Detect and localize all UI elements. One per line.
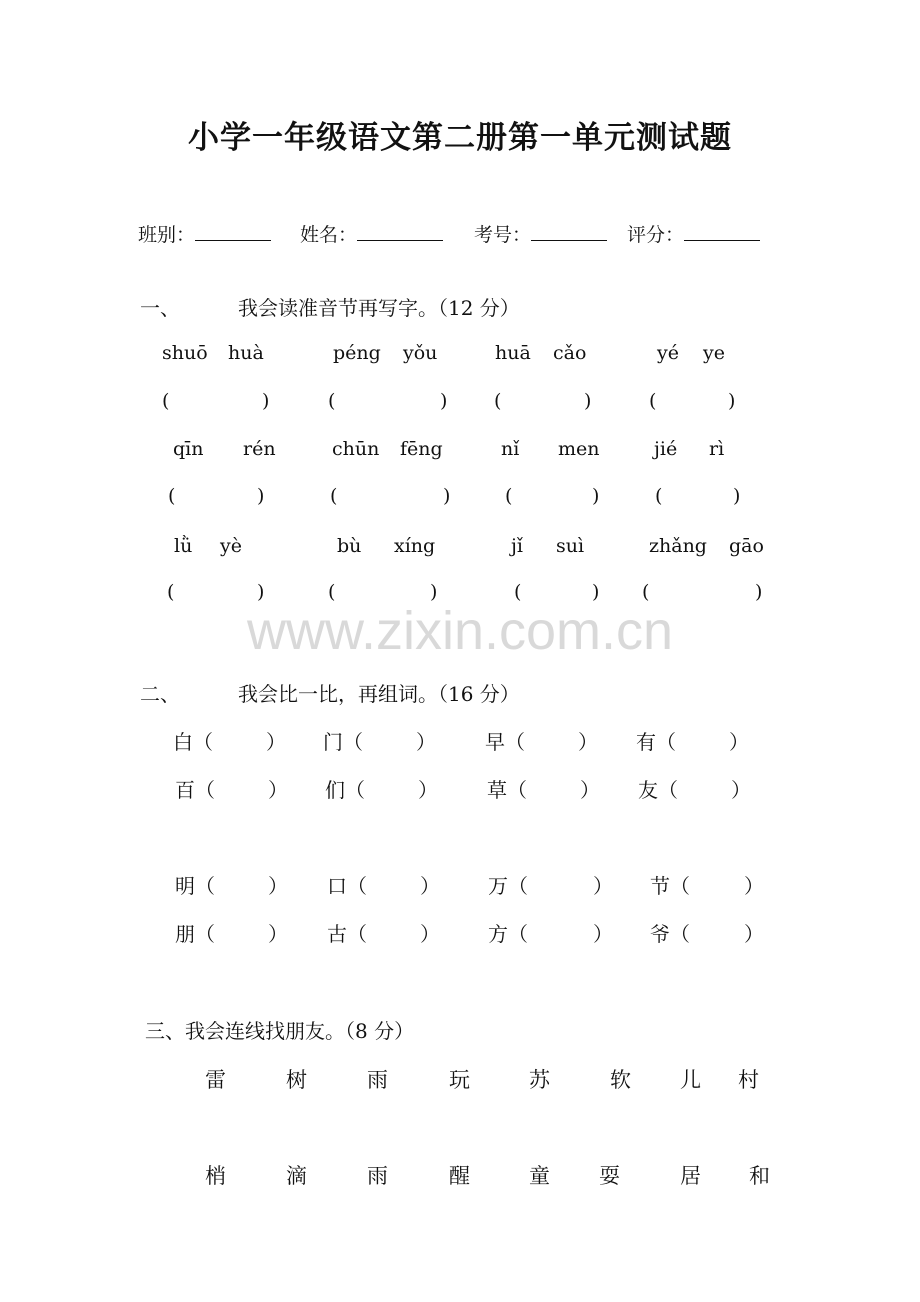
match-char-top[interactable]: 树 — [286, 1068, 307, 1092]
match-char-top[interactable]: 雨 — [367, 1068, 388, 1092]
pinyin-syllable: jǐ — [511, 535, 523, 557]
word-compare-item: 早（ — [485, 730, 525, 754]
pinyin-syllable: shuō — [162, 342, 208, 364]
match-char-top[interactable]: 玩 — [449, 1068, 470, 1092]
pinyin-syllable: fēng — [400, 438, 443, 460]
match-char-bottom[interactable]: 滴 — [286, 1164, 307, 1188]
section1-number: 一、 — [140, 296, 180, 320]
answer-paren-close: ) — [262, 390, 270, 412]
match-char-bottom[interactable]: 居 — [680, 1164, 701, 1188]
word-compare-close: ） — [744, 874, 764, 898]
answer-paren-open: ( — [494, 390, 502, 412]
match-char-top[interactable]: 雷 — [205, 1068, 226, 1092]
word-compare-close: ） — [580, 778, 600, 802]
name-blank[interactable] — [357, 222, 443, 241]
answer-paren-open: ( — [328, 581, 336, 603]
word-compare-close: ） — [744, 922, 764, 946]
word-compare-item: 草（ — [487, 778, 527, 802]
answer-paren-close: ) — [755, 581, 763, 603]
pinyin-syllable: cǎo — [553, 342, 587, 364]
answer-paren-open: ( — [514, 581, 522, 603]
word-compare-item: 们（ — [325, 778, 365, 802]
exam-number-field — [474, 220, 607, 247]
word-compare-close: ） — [268, 778, 288, 802]
pinyin-syllable: lǜ — [174, 535, 193, 557]
pinyin-syllable: nǐ — [501, 438, 520, 460]
pinyin-syllable: qīn — [173, 438, 204, 460]
pinyin-syllable: xíng — [394, 535, 436, 557]
answer-paren-open: ( — [655, 485, 663, 507]
match-char-top[interactable]: 苏 — [529, 1068, 550, 1092]
word-compare-item: 节（ — [650, 874, 690, 898]
score-blank[interactable] — [684, 222, 760, 241]
section2-number: 二、 — [140, 682, 180, 706]
answer-paren-close: ) — [430, 581, 438, 603]
word-compare-close: ） — [593, 874, 613, 898]
answer-paren-close: ) — [592, 485, 600, 507]
pinyin-syllable: yǒu — [403, 342, 438, 364]
answer-paren-open: ( — [328, 390, 336, 412]
pinyin-syllable: huà — [228, 342, 264, 364]
match-char-top[interactable]: 软 — [610, 1068, 631, 1092]
match-char-bottom[interactable]: 童 — [529, 1164, 550, 1188]
word-compare-close: ） — [268, 874, 288, 898]
pinyin-syllable: yè — [220, 535, 242, 557]
pinyin-syllable: suì — [556, 535, 585, 557]
word-compare-item: 明（ — [175, 874, 215, 898]
answer-paren-open: ( — [168, 485, 176, 507]
word-compare-item: 百（ — [175, 778, 215, 802]
match-char-bottom[interactable]: 醒 — [449, 1164, 470, 1188]
word-compare-close: ） — [420, 922, 440, 946]
word-compare-item: 口（ — [327, 874, 367, 898]
pinyin-syllable: péng — [333, 342, 381, 364]
pinyin-syllable: jié — [654, 438, 678, 460]
word-compare-close: ） — [593, 922, 613, 946]
answer-paren-close: ) — [443, 485, 451, 507]
word-compare-item: 朋（ — [175, 922, 215, 946]
exam-number-label: 考号： — [474, 224, 532, 246]
score-label: 评分： — [627, 224, 685, 246]
answer-paren-open: ( — [642, 581, 650, 603]
answer-paren-close: ) — [584, 390, 592, 412]
answer-paren-close: ) — [728, 390, 736, 412]
word-compare-close: ） — [266, 730, 286, 754]
word-compare-close: ） — [268, 922, 288, 946]
word-compare-item: 古（ — [327, 922, 367, 946]
exam-number-blank[interactable] — [531, 222, 607, 241]
word-compare-close: ） — [416, 730, 436, 754]
word-compare-close: ） — [731, 778, 751, 802]
answer-paren-close: ) — [257, 485, 265, 507]
score-field — [627, 220, 760, 247]
pinyin-syllable: men — [558, 438, 600, 460]
answer-paren-open: ( — [167, 581, 175, 603]
pinyin-syllable: rén — [243, 438, 276, 460]
pinyin-syllable: gāo — [729, 535, 764, 557]
section2-heading: 我会比一比，再组词。（16 分） — [238, 682, 520, 706]
class-label: 班别： — [138, 224, 196, 246]
class-blank[interactable] — [195, 222, 271, 241]
word-compare-close: ） — [729, 730, 749, 754]
section1-heading: 我会读准音节再写字。（12 分） — [238, 296, 520, 320]
answer-paren-open: ( — [505, 485, 513, 507]
word-compare-close: ） — [420, 874, 440, 898]
match-char-bottom[interactable]: 耍 — [599, 1164, 620, 1188]
page-title: 小学一年级语文第二册第一单元测试题 — [188, 120, 732, 156]
watermark: www.zixin.com.cn — [246, 601, 674, 661]
answer-paren-close: ) — [733, 485, 741, 507]
word-compare-item: 方（ — [488, 922, 528, 946]
answer-paren-open: ( — [649, 390, 657, 412]
pinyin-syllable: rì — [709, 438, 725, 460]
word-compare-item: 门（ — [323, 730, 363, 754]
match-char-bottom[interactable]: 梢 — [205, 1164, 226, 1188]
word-compare-item: 爷（ — [650, 922, 690, 946]
pinyin-syllable: huā — [495, 342, 531, 364]
answer-paren-close: ) — [592, 581, 600, 603]
answer-paren-open: ( — [330, 485, 338, 507]
answer-paren-close: ) — [440, 390, 448, 412]
match-char-bottom[interactable]: 和 — [749, 1164, 770, 1188]
match-char-bottom[interactable]: 雨 — [367, 1164, 388, 1188]
class-field — [138, 220, 271, 247]
pinyin-syllable: ye — [703, 342, 725, 364]
pinyin-syllable: zhǎng — [649, 535, 707, 557]
pinyin-syllable: bù — [337, 535, 362, 557]
answer-paren-close: ) — [257, 581, 265, 603]
word-compare-item: 有（ — [636, 730, 676, 754]
word-compare-close: ） — [578, 730, 598, 754]
word-compare-item: 万（ — [488, 874, 528, 898]
word-compare-item: 白（ — [173, 730, 213, 754]
word-compare-item: 友（ — [638, 778, 678, 802]
answer-paren-open: ( — [162, 390, 170, 412]
match-char-top[interactable]: 儿 — [680, 1068, 701, 1092]
match-char-top[interactable]: 村 — [738, 1068, 759, 1092]
name-label: 姓名： — [300, 224, 358, 246]
pinyin-syllable: yé — [657, 342, 679, 364]
word-compare-close: ） — [418, 778, 438, 802]
section3-heading: 三、我会连线找朋友。（8 分） — [145, 1019, 415, 1043]
pinyin-syllable: chūn — [332, 438, 380, 460]
name-field — [300, 220, 443, 247]
